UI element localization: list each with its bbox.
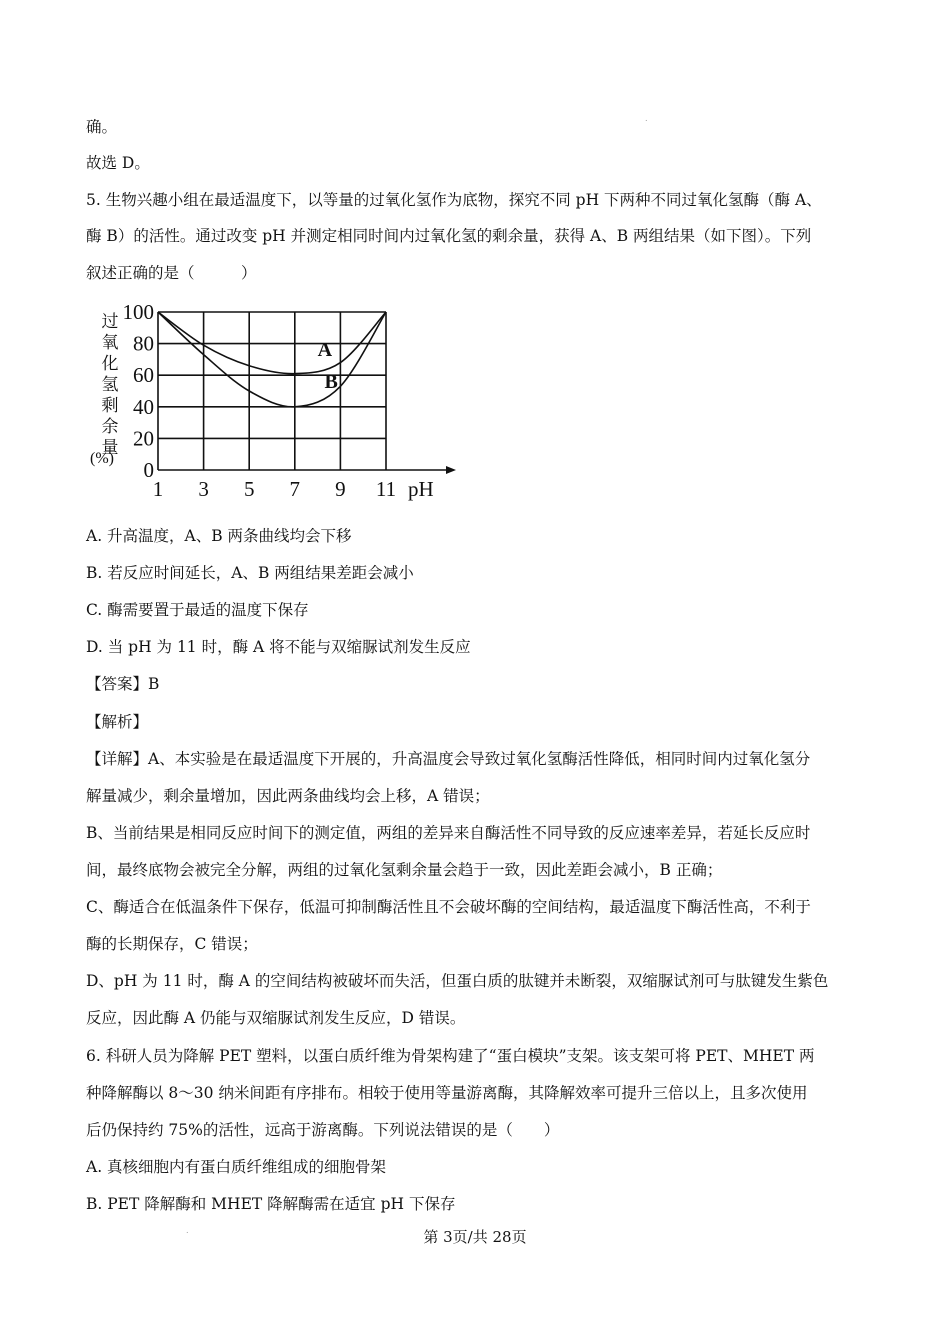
- scan-speck: .: [186, 1226, 189, 1235]
- y-tick-label: 100: [122, 300, 154, 324]
- x-tick-label: 9: [335, 477, 346, 501]
- y-tick-label: 60: [133, 363, 154, 388]
- series-line-B: [158, 312, 386, 407]
- text-line: D、pH 为 11 时，酶 A 的空间结构被破坏而失活，但蛋白质的肽键并未断裂，双缩脲试剂可与肽键发生紫色: [86, 972, 829, 990]
- chart-y-axis-unit: (%): [90, 450, 114, 467]
- ph-chart: [90, 298, 460, 503]
- text-line: 间，最终底物会被完全分解，两组的过氧化氢剩余量会趋于一致，因此差距会减小，B 正确；: [86, 861, 723, 879]
- x-tick-label: 1: [152, 477, 164, 501]
- x-tick-label: 11: [375, 477, 397, 501]
- y-tick-label: 80: [133, 331, 154, 356]
- text-line: 故选 D。: [86, 154, 150, 172]
- text-line: 【详解】A、本实验是在最适温度下开展的，升高温度会导致过氧化氢酶活性降低，相同时间内过氧化氢分: [86, 750, 811, 768]
- page-footer: 第 3页/共 28页: [423, 1228, 527, 1246]
- text-line: 酶 B）的活性。通过改变 pH 并测定相同时间内过氧化氢的剩余量，获得 A、B 两组结果（如下图）。下列: [86, 227, 812, 245]
- y-tick-label: 0: [143, 458, 154, 482]
- text-line: B. 若反应时间延长，A、B 两组结果差距会减小: [86, 564, 414, 582]
- text-line: 【答案】B: [86, 675, 160, 693]
- text-line: A. 真核细胞内有蛋白质纤维组成的细胞骨架: [86, 1158, 387, 1176]
- text-line: 解量减少，剩余量增加，因此两条曲线均会上移，A 错误；: [86, 787, 490, 805]
- text-line: 反应，因此酶 A 仍能与双缩脲试剂发生反应，D 错误。: [86, 1009, 466, 1027]
- text-line: 酶的长期保存，C 错误；: [86, 935, 258, 953]
- x-axis-arrow: [446, 466, 456, 474]
- x-tick-label: 7: [289, 477, 301, 501]
- y-tick-label: 40: [133, 394, 154, 419]
- text-line: A. 升高温度，A、B 两条曲线均会下移: [86, 527, 352, 545]
- scan-speck: .: [645, 114, 648, 123]
- text-line: D. 当 pH 为 11 时，酶 A 将不能与双缩脲试剂发生反应: [86, 638, 471, 656]
- text-line: C. 酶需要置于最适的温度下保存: [86, 601, 309, 619]
- text-line: 【解析】: [86, 713, 149, 731]
- y-tick-label: 20: [133, 426, 154, 451]
- text-line: 5. 生物兴趣小组在最适温度下，以等量的过氧化氢作为底物，探究不同 pH 下两种不同过氧化氢酶（酶 A、: [86, 191, 822, 209]
- series-label-A: A: [317, 339, 333, 362]
- x-tick-label: 3: [198, 477, 209, 501]
- x-axis-label: pH: [408, 477, 434, 501]
- text-line: B. PET 降解酶和 MHET 降解酶需在适宜 pH 下保存: [86, 1195, 456, 1213]
- text-line: 叙述正确的是（ ）: [86, 264, 257, 282]
- x-tick-label: 5: [243, 477, 255, 501]
- text-line: 种降解酶以 8～30 纳米间距有序排布。相较于使用等量游离酶，其降解效率可提升三倍以上，且多次使用: [86, 1084, 808, 1102]
- series-label-B: B: [324, 370, 338, 393]
- text-line: 6. 科研人员为降解 PET 塑料，以蛋白质纤维为骨架构建了“蛋白模块”支架。该支架可将 PET、MHET 两: [86, 1047, 815, 1065]
- text-line: B、当前结果是相同反应时间下的测定值，两组的差异来自酶活性不同导致的反应速率差异，若延长反应时: [86, 824, 811, 842]
- chart-y-axis-label: 过氧化氢剩余量: [101, 312, 119, 458]
- text-line: 确。: [86, 118, 118, 136]
- text-line: C、酶适合在低温条件下保存，低温可抑制酶活性且不会破坏酶的空间结构，最适温度下酶活性高，不利于: [86, 898, 811, 916]
- text-line: 后仍保持约 75%的活性，远高于游离酶。下列说法错误的是（ ）: [86, 1121, 560, 1139]
